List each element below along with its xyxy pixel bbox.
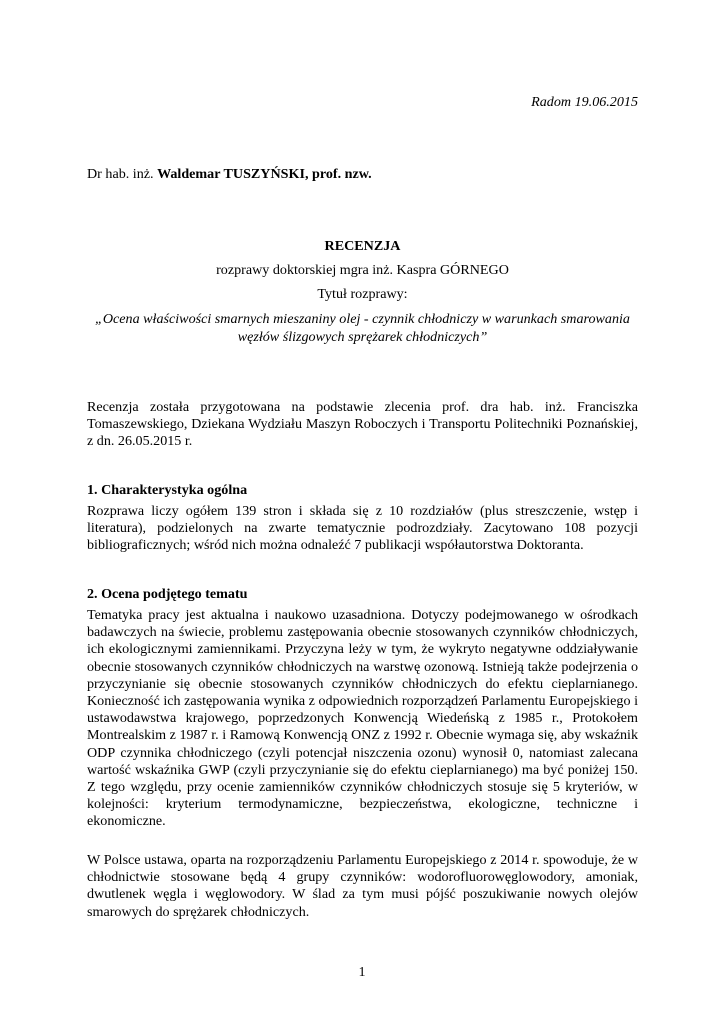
section-paragraph: Rozprawa liczy ogółem 139 stron i składa się z 10 rozdziałów (plus streszczenie, wstęp i literatura), podzielonych na zwarte tematycznie podrozdziały. Zacytowano 108 pozycji bibliograficznych; wśród nich można odnaleźć 7 publikacji współautorstwa Doktoranta. xyxy=(87,503,638,554)
reviewer-line xyxy=(87,166,372,183)
page-number: 1 xyxy=(358,964,366,980)
section-paragraph: W Polsce ustawa, oparta na rozporządzeniu Parlamentu Europejskiego z 2014 r. spowoduje, że w chłodnictwie stosowane będą 4 grupy czynników: wodorofluorowęglowodory, amoniak, dwutlenek węgla i węglowodory. W ślad za tym musi pójść poszukiwanie nowych olejów smarowych do sprężarek chłodniczych. xyxy=(87,852,638,920)
thesis-title: „Ocena właściwości smarnych mieszaniny olej - czynnik chłodniczy w warunkach smarowania węzłów ślizgowych sprężarek chłodniczych” xyxy=(95,311,630,345)
document-date: Radom 19.06.2015 xyxy=(531,94,638,110)
section-heading-topic-assessment: 2. Ocena podjętego tematu xyxy=(87,586,248,602)
section-heading-characteristics: 1. Charakterystyka ogólna xyxy=(87,482,248,498)
thesis-label: Tytuł rozprawy: xyxy=(317,286,408,302)
reviewer-title: Dr hab. inż. xyxy=(87,166,158,182)
section-paragraph: Tematyka pracy jest aktualna i naukowo uzasadniona. Dotyczy podejmowanego w ośrodkach badawczych na świecie, problemu zastępowania obecnie stosowanych czynników chłodniczych, ich ekologicznymi zamiennikami. Przyczyna leży w tym, że wykryto negatywne oddziaływanie obecnie stosowanych czynników chłodniczych na warstwę ozonową. Istnieją także podejrzenia o przyczynianie się obecnie stosowanych czynników chłodniczych do efektu cieplarnianego. Konieczność ich zastępowania wynika z odpowiednich rozporządzeń Parlamentu Europejskiego i ustawodawstwa krajowego, poprzedzonych Konwencją Wiedeńską z 1985 r., Protokołem Montrealskim z 1987 r. i Ramową Konwencją ONZ z 1992 r. Obecnie wymaga się, aby wskaźnik ODP czynnika chłodniczego (czyli potencjał niszczenia ozonu) wynosił 0, natomiast zalecana wartość wskaźnika GWP (czyli przyczynianie się do efektu cieplarnianego) ma być poniżej 150. Z tego względu, przy ocenie zamienników czynników chłodniczych stosuje się 5 kryteriów, w kolejności: kryterium termodynamiczne, bezpieczeństwa, ekologiczne, techniczne i ekonomiczne. xyxy=(87,607,638,830)
intro-paragraph: Recenzja została przygotowana na podstawie zlecenia prof. dra hab. inż. Franciszka Tomaszewskiego, Dziekana Wydziału Maszyn Roboczych i Transportu Politechniki Poznańskiej, z dn. 26.05.2015 r. xyxy=(87,399,638,450)
reviewer-name: Waldemar TUSZYŃSKI, prof. nzw. xyxy=(157,166,372,182)
review-subtitle: rozprawy doktorskiej mgra inż. Kaspra GÓRNEGO xyxy=(216,262,509,278)
review-title: RECENZJA xyxy=(324,238,401,254)
